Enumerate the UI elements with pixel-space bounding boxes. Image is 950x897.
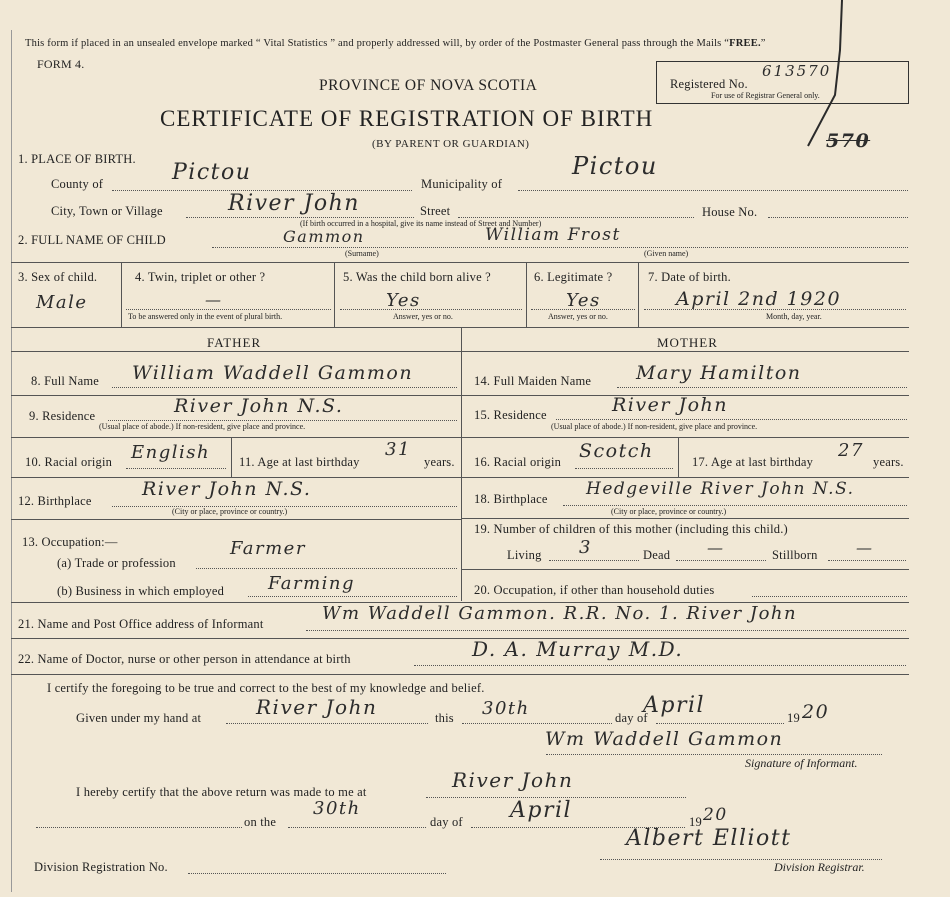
division-registration-line	[188, 873, 446, 874]
rule-under-row	[11, 327, 909, 328]
father-birthplace-value: River John N.S.	[142, 478, 312, 500]
alive-note: Answer, yes or no.	[393, 312, 453, 321]
father-birthplace-label: 12. Birthplace	[18, 494, 92, 508]
page-subtitle: (BY PARENT OR GUARDIAN)	[372, 138, 530, 150]
mother-birthplace-label: 18. Birthplace	[474, 492, 548, 506]
mother-children-label: 19. Number of children of this mother (including this child.)	[474, 522, 788, 536]
alive-line	[340, 309, 522, 310]
father-years: years.	[424, 455, 455, 469]
stillborn-line	[828, 560, 906, 561]
mother-res-note: (Usual place of abode.) If non-resident, give place and province.	[551, 422, 758, 431]
given-month-value: April	[643, 693, 706, 718]
mother-race-line	[575, 468, 673, 469]
given-caption: (Given name)	[644, 249, 689, 258]
sex-value: Male	[36, 292, 88, 313]
mother-occ-line	[752, 596, 907, 597]
registered-number: 613570	[762, 62, 832, 80]
hospital-note: (If birth occurred in a hospital, give its name instead of Street and Number)	[300, 219, 542, 228]
registrar-day-line	[288, 827, 426, 828]
father-business-label: (b) Business in which employed	[57, 584, 225, 598]
registrar-month-value: April	[510, 798, 573, 823]
registrar-year-prefix: 19	[689, 815, 702, 829]
province-heading: PROVINCE OF NOVA SCOTIA	[319, 77, 538, 94]
postal-notice	[25, 38, 766, 49]
registrar-on-the: on the	[244, 815, 277, 829]
street-label: Street	[420, 204, 451, 218]
mother-name-value: Mary Hamilton	[636, 362, 802, 384]
father-business-line	[248, 596, 457, 597]
father-res-line	[108, 420, 457, 421]
mother-years: years.	[873, 455, 904, 469]
this-label: this	[435, 711, 454, 725]
county-value: Pictou	[172, 160, 252, 185]
registered-note: For use of Registrar General only.	[711, 91, 820, 100]
father-res-value: River John N.S.	[174, 395, 344, 417]
mother-birthplace-note: (City or place, province or country.)	[611, 507, 727, 516]
city-label: City, Town or Village	[51, 204, 163, 218]
date-line	[644, 309, 906, 310]
doctor-value: D. A. Murray M.D.	[472, 637, 684, 661]
mother-heading: MOTHER	[657, 335, 718, 350]
registrar-day-value: 30th	[313, 798, 361, 819]
father-rule-3	[11, 437, 461, 438]
father-trade-line	[196, 568, 457, 569]
notice-text: This form if placed in an unsealed envelope marked “ Vital Statistics ” and properly addressed will, by order of the Postmaster General pass through the Mails “	[25, 38, 730, 49]
parents-divider	[461, 327, 462, 601]
informant-value: Wm Waddell Gammon. R.R. No. 1. River John	[322, 603, 798, 624]
rule-certify-top	[11, 674, 909, 675]
father-trade-label: (a) Trade or profession	[57, 556, 176, 570]
doctor-label: 22. Name of Doctor, nurse or other person in attendance at birth	[18, 652, 351, 666]
this-value: 30th	[482, 698, 530, 719]
divider-4	[334, 262, 335, 327]
mother-res-line	[556, 419, 907, 420]
mother-res-value: River John	[612, 394, 729, 416]
mother-rule	[462, 351, 909, 352]
this-line	[462, 723, 612, 724]
father-race-label: 10. Racial origin	[25, 455, 113, 469]
registrar-year-value: 20	[703, 805, 728, 825]
mother-age-divider	[678, 437, 679, 477]
twin-note: To be answered only in the event of plural birth.	[128, 312, 283, 321]
mother-name-line	[617, 387, 907, 388]
sex-label: 3. Sex of child.	[18, 270, 98, 284]
county-label: County of	[51, 177, 104, 191]
rule-doctor-top	[11, 638, 909, 639]
twin-value: —	[205, 290, 223, 309]
father-res-note: (Usual place of abode.) If non-resident, give place and province.	[99, 422, 306, 431]
registrar-day-of: day of	[430, 815, 463, 829]
registrar-signature-caption: Division Registrar.	[774, 860, 865, 874]
divider-3	[121, 262, 122, 327]
divider-6	[638, 262, 639, 327]
mother-rule-6	[462, 569, 909, 570]
legit-label: 6. Legitimate ?	[534, 270, 613, 284]
informant-line	[306, 630, 906, 631]
living-value: 3	[579, 537, 592, 558]
given-year-prefix: 19	[787, 711, 800, 725]
informant-signature-line	[546, 754, 882, 755]
legit-line	[531, 309, 635, 310]
father-age-divider	[231, 437, 232, 477]
father-birthplace-note: (City or place, province or country.)	[172, 507, 288, 516]
division-registration-label: Division Registration No.	[34, 860, 168, 874]
notice-free: FREE.	[729, 38, 761, 49]
given-place-value: River John	[256, 695, 378, 719]
father-business-value: Farming	[268, 573, 356, 594]
given-place-line	[226, 723, 428, 724]
informant-signature: Wm Waddell Gammon	[545, 728, 784, 750]
given-day-of: day of	[615, 711, 648, 725]
street-line	[458, 217, 694, 218]
father-rule	[11, 351, 461, 352]
mother-age-value: 27	[838, 440, 864, 461]
mother-rule-4	[462, 477, 909, 478]
date-label: 7. Date of birth.	[648, 270, 731, 284]
alive-label: 5. Was the child born alive ?	[343, 270, 491, 284]
surname-caption: (Surname)	[345, 249, 379, 258]
registrar-statement: I hereby certify that the above return was made to me at	[76, 785, 367, 799]
given-year-value: 20	[802, 701, 830, 723]
father-name-label: 8. Full Name	[31, 374, 100, 388]
registrar-signature: Albert Elliott	[626, 826, 792, 851]
registrar-lead-line	[36, 827, 242, 828]
father-race-line	[126, 468, 226, 469]
stillborn-label: Stillborn	[772, 548, 818, 562]
page-title: CERTIFICATE OF REGISTRATION OF BIRTH	[160, 106, 654, 131]
father-age-value: 31	[385, 439, 411, 460]
mother-name-label: 14. Full Maiden Name	[474, 374, 592, 388]
mother-res-label: 15. Residence	[474, 408, 547, 422]
city-value: River John	[228, 191, 360, 216]
living-line	[549, 560, 639, 561]
house-label: House No.	[702, 205, 758, 219]
rule-top-row	[11, 262, 909, 263]
left-border	[11, 30, 12, 892]
date-value: April 2nd 1920	[676, 288, 842, 310]
father-name-value: William Waddell Gammon	[132, 362, 414, 384]
father-name-line	[112, 387, 457, 388]
father-heading: FATHER	[207, 335, 262, 350]
given-month-line	[656, 723, 784, 724]
registrar-place-value: River John	[452, 768, 574, 792]
dead-value: —	[707, 538, 725, 557]
child-given-name: William Frost	[485, 225, 621, 245]
living-label: Living	[507, 548, 542, 562]
ink-stroke	[790, 0, 850, 150]
date-note: Month, day, year.	[766, 312, 822, 321]
father-res-label: 9. Residence	[29, 409, 96, 423]
mother-age-label: 17. Age at last birthday	[692, 455, 814, 469]
municipality-label: Municipality of	[421, 177, 503, 191]
twin-label: 4. Twin, triplet or other ?	[135, 270, 266, 284]
municipality-line	[518, 190, 908, 191]
stillborn-value: —	[856, 538, 874, 557]
alive-value: Yes	[386, 290, 421, 311]
mother-race-label: 16. Racial origin	[474, 455, 562, 469]
notice-end: ”	[760, 38, 766, 49]
mother-rule-5	[462, 518, 909, 519]
legit-note: Answer, yes or no.	[548, 312, 608, 321]
municipality-value: Pictou	[572, 152, 658, 180]
divider-5	[526, 262, 527, 327]
certify-statement: I certify the foregoing to be true and correct to the best of my knowledge and belief.	[47, 681, 485, 695]
twin-line	[126, 309, 331, 310]
mother-race-value: Scotch	[579, 440, 654, 462]
city-line	[186, 217, 414, 218]
registered-label: Registered No.	[670, 77, 748, 91]
doctor-line	[414, 665, 906, 666]
child-surname: Gammon	[283, 227, 365, 246]
given-label: Given under my hand at	[76, 711, 202, 725]
registration-box	[656, 61, 909, 104]
father-trade-value: Farmer	[230, 538, 306, 559]
father-rule-5	[11, 519, 461, 520]
legit-value: Yes	[566, 290, 601, 311]
father-age-label: 11. Age at last birthday	[239, 455, 360, 469]
informant-signature-caption: Signature of Informant.	[745, 756, 858, 770]
dead-line	[676, 560, 766, 561]
house-line	[768, 217, 908, 218]
mother-rule-3	[462, 437, 909, 438]
dead-label: Dead	[643, 548, 671, 562]
place-of-birth-heading: 1. PLACE OF BIRTH.	[18, 152, 136, 166]
form-number: FORM 4.	[37, 57, 85, 71]
mother-birthplace-value: Hedgeville River John N.S.	[586, 479, 855, 499]
informant-label: 21. Name and Post Office address of Informant	[18, 617, 264, 631]
father-race-value: English	[131, 442, 211, 463]
child-name-line	[212, 247, 908, 248]
mother-occ-label: 20. Occupation, if other than household duties	[474, 583, 715, 597]
father-occ-label: 13. Occupation:—	[22, 535, 118, 549]
margin-mark: 570	[826, 130, 871, 152]
child-name-label: 2. FULL NAME OF CHILD	[18, 233, 166, 247]
mother-birthplace-line	[563, 505, 907, 506]
